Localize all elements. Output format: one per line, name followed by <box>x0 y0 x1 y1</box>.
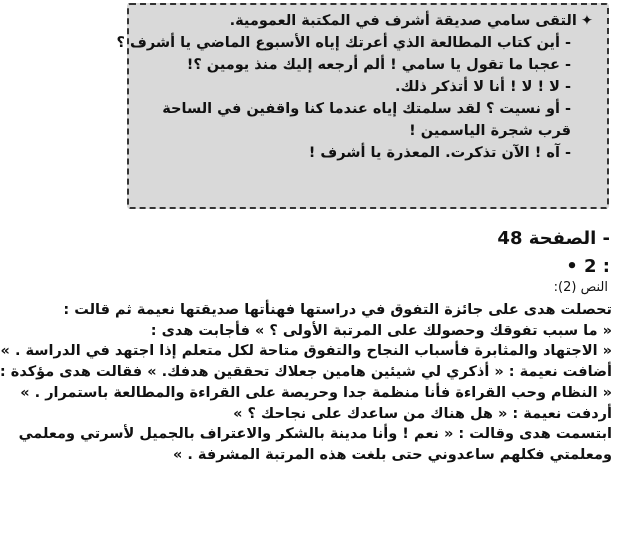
dialogue-line: - عجبا ما تقول يا سامي ! ألم أرجعه إليك منذ يومين ؟! <box>186 57 571 73</box>
text-label: النص (2): <box>553 280 608 295</box>
dialogue-line: - أو نسيت ؟ لقد سلمتك إياه عندما كنا واقفين في الساحة قرب شجرة الياسمين ! <box>162 101 571 139</box>
story-line: « ما سبب تفوقك وحصولك على المرتبة الأولى ؟ » فأجابت هدى : <box>150 322 612 339</box>
story-line: تحصلت هدى على جائزة التفوق في دراستها فهنأتها صديقتها نعيمة ثم قالت : <box>63 302 612 318</box>
dialogue-intro <box>139 10 593 32</box>
dialogue-intro-text: التقى سامي صديقة أشرف في المكتبة العمومية. <box>229 13 577 29</box>
section-number: : 2 • <box>566 256 610 277</box>
story-line: ومعلمتي فكلهم ساعدوني حتى بلغت هذه المرتبة المشرفة . » <box>172 446 612 463</box>
dialogue-line: - أين كتاب المطالعة الذي أعرتك إياه الأسبوع الماضي يا أشرف ؟ <box>116 35 571 51</box>
page-heading: - الصفحة 48 <box>497 228 610 249</box>
plus-bullet-icon: ✦ <box>580 13 593 29</box>
dialogue-line: - لا ! لا ! أنا لا أتذكر ذلك. <box>394 79 571 95</box>
dialogue-box <box>116 3 609 209</box>
story-line: « الاجتهاد والمثابرة فأسباب النجاح والتفوق متاحة لكل متعلم إذا اجتهد في الدراسة . » <box>0 343 612 360</box>
story-line: « النظام وحب القراءة فأنا منظمة جدا وحريصة على القراءة والمطالعة باستمرار . » <box>20 384 612 401</box>
story-line: أضافت نعيمة : « أذكري لي شيئين هامين جعلاك تحققين هدفك. » فقالت هدى مؤكدة : <box>0 364 612 381</box>
story-text <box>0 300 612 466</box>
dialogue-line: - آه ! الآن تذكرت. المعذرة يا أشرف ! <box>308 145 571 161</box>
story-line: ابتسمت هدى وقالت : « نعم ! وأنا مدينة بالشكر والاعتراف بالجميل لأسرتي ومعلمي <box>18 426 612 443</box>
story-line: أردفت نعيمة : « هل هناك من ساعدك على نجاحك ؟ » <box>233 405 612 422</box>
